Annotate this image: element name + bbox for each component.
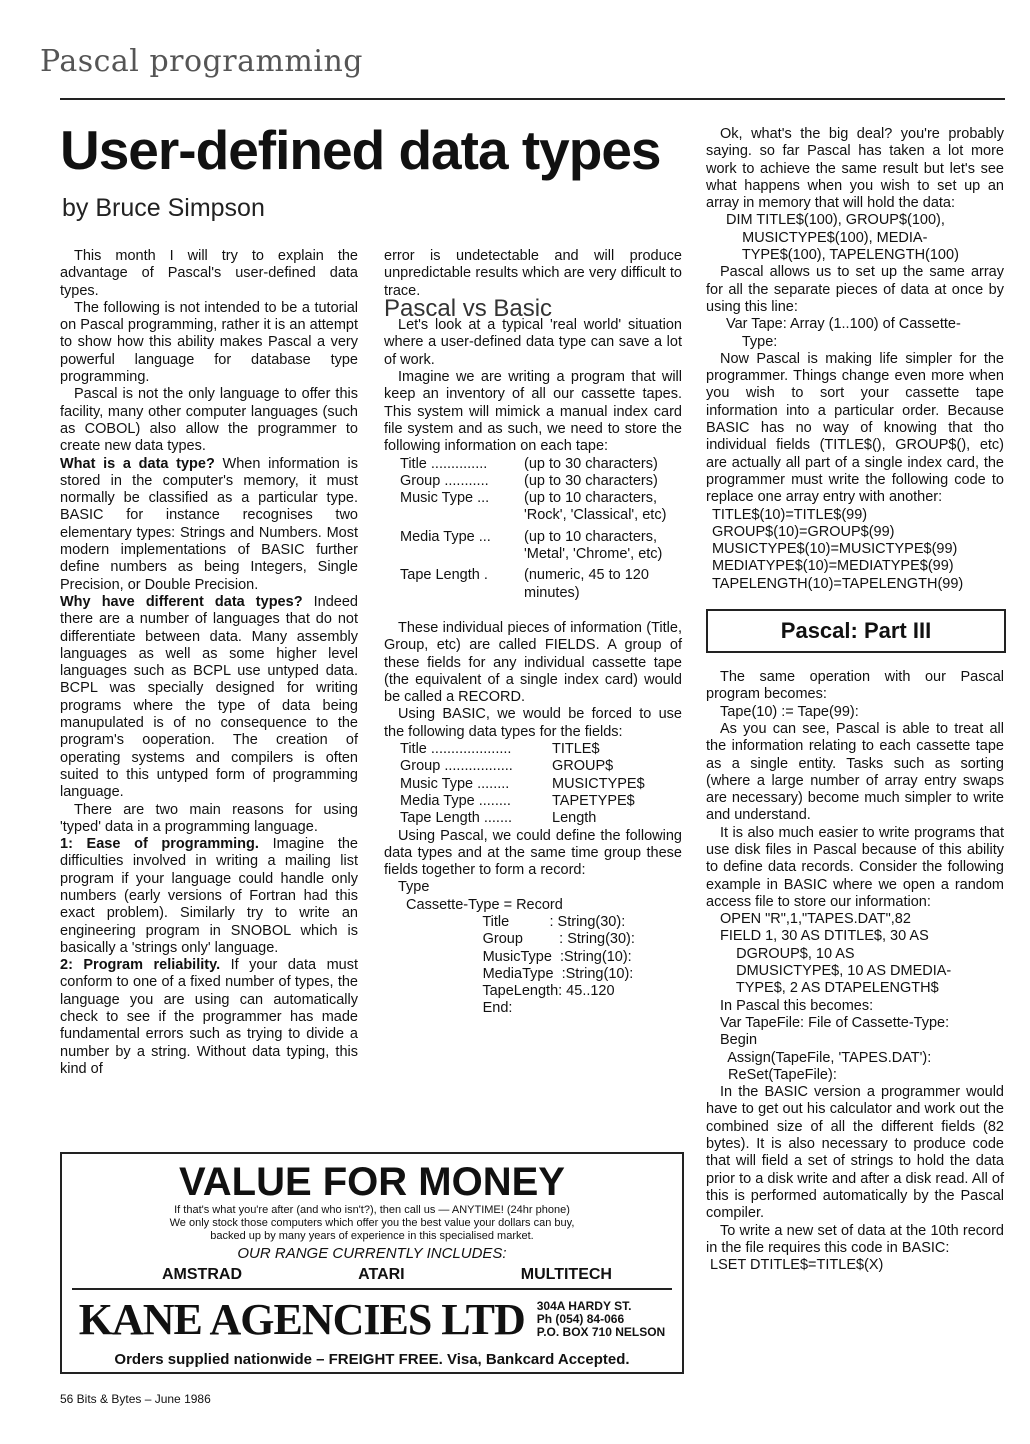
field-desc: (up to 10 characters, 'Rock', 'Classical', etc) xyxy=(524,490,667,524)
field-desc: (up to 30 characters) xyxy=(524,455,658,472)
code-block: OPEN "R",1,"TAPES.DAT",82 FIELD 1, 30 AS DTITLE$, 30 AS DGROUP$, 10 AS DMUSICTYPE$, 10 AS DMEDIA- TYPE$, 2 AS DTAPELENGTH$ In Pascal this becomes: Var TapeFile: File of Cassette-Type: Begin Assign(TapeFile, 'TAPES.DAT'): ReSet(TapeFile): xyxy=(720,911,952,1083)
ad-divider xyxy=(72,1288,672,1290)
ad-brand-list xyxy=(62,1266,682,1284)
field-name: Tape Length ....... xyxy=(400,810,513,827)
paragraph: Imagine we are writing a program that will keep an inventory of all our cassette tapes. This system will mimick a manual index card file system and as such, we need to store the following information on each tape: xyxy=(384,369,682,455)
field-desc: (numeric, 45 to 120 minutes) xyxy=(524,567,649,601)
field-type: Length xyxy=(552,810,597,827)
ad-address xyxy=(537,1300,666,1339)
ad-footer: Orders supplied nationwide – FREIGHT FREE. Visa, Bankcard Accepted. xyxy=(114,1351,630,1368)
paragraph-text: Indeed there are a number of languages that do not differentiate between data. Many assembly languages as well as some higher level languages such as BCPL use untyped data. BCPL was specially designed for writing programs where the type of data being manupulated is of no consequence to the program's ooperation. The creation of operating systems and compilers is often suited to this untyped form of programming language. xyxy=(60,593,358,801)
code-block: Var Tape: Array (1..100) of Cassette- Type: xyxy=(726,316,961,350)
field-name: Tape Length . xyxy=(400,567,488,584)
field-name: Group ................. xyxy=(400,758,513,775)
field-name: Music Type ... xyxy=(400,490,490,507)
paragraph: Using Pascal, we could define the following data types and at the same time group these fields together to form a record: xyxy=(384,827,682,879)
paragraph: Pascal allows us to set up the same array for all the separate pieces of data at once by using this line: xyxy=(706,264,1004,315)
field-list xyxy=(400,456,682,602)
paragraph: It is also much easier to write programs that use disk files in Pascal because of this ability to define data records. Consider the following example in BASIC where we open a random access file to store our information: xyxy=(706,824,1004,910)
page-footer: 56 Bits & Bytes – June 1986 xyxy=(60,1392,211,1406)
field-type: TITLE$ xyxy=(552,741,600,758)
field-name: Media Type ........ xyxy=(400,792,511,809)
field-desc: (up to 10 characters, 'Metal', 'Chrome', etc) xyxy=(524,528,663,563)
field-name: Music Type ........ xyxy=(400,775,510,792)
code-block: Type Cassette-Type = Record Title : String(30): Group : String(30): MusicType :String(10): MediaType :String(10): TapeLength: 45..120 End: xyxy=(398,879,635,1017)
field-name: Title .................... xyxy=(400,741,512,758)
paragraph-text: When information is stored in the computer's memory, it must normally be classified as a particular type. BASIC for instance recognises two elementary types: Strings and Numbers. Most modern implementations of BASIC further define numbers as being Integers, Single Precision, or Double Precision. xyxy=(60,455,358,593)
run-in-head: 1: Ease of programming. xyxy=(60,836,259,853)
run-in-head: 2: Program reliability. xyxy=(60,957,221,974)
advertisement xyxy=(60,1152,684,1374)
code-block: TITLE$(10)=TITLE$(99) GROUP$(10)=GROUP$(99) MUSICTYPE$(10)=MUSICTYPE$(99) MEDIATYPE$(10)=MEDIATYPE$(99) TAPELENGTH(10)=TAPELENGTH(99) xyxy=(712,506,964,592)
article-title: User-defined data types xyxy=(60,119,661,181)
code-block: DIM TITLE$(100), GROUP$(100), MUSICTYPE$(100), MEDIA- TYPE$(100), TAPELENGTH(100) xyxy=(726,212,959,264)
subheading: Pascal vs Basic xyxy=(384,294,553,322)
column-3 xyxy=(706,126,1004,1274)
paragraph: There are two main reasons for using 'typed' data in a programming language. xyxy=(60,801,358,835)
ad-title: VALUE FOR MONEY xyxy=(179,1160,565,1204)
ad-address-line: Ph (054) 84-066 xyxy=(536,1312,625,1326)
ad-text: backed up by many years of experience in this specialised market. xyxy=(210,1230,534,1242)
paragraph: In the BASIC version a programmer would have to get out his calculator and work out the combined size of all the different fields (82 bytes). It is also necessary to produce code that will field a set of strings to hold the data prior to a disk write and after a disk read. All of this is performed automatically by the Pascal compiler. xyxy=(706,1084,1004,1222)
paragraph: This month I will try to explain the advantage of Pascal's user-defined data types. xyxy=(60,248,358,299)
paragraph: The following is not intended to be a tutorial on Pascal programming, rather it is an attempt to show how this ability makes Pascal a very powerful language for database type programming. xyxy=(60,299,358,386)
byline: by Bruce Simpson xyxy=(62,194,265,222)
boxed-subheading: Pascal: Part III xyxy=(706,609,1006,653)
code-block: Tape(10) := Tape(99): xyxy=(720,703,859,720)
paragraph: Using BASIC, we would be forced to use the following data types for the fields: xyxy=(384,706,682,740)
ad-address-line: 304A HARDY ST. xyxy=(536,1299,632,1313)
code-block: LSET DTITLE$=TITLE$(X) xyxy=(710,1257,884,1274)
field-type: TAPETYPE$ xyxy=(552,792,635,809)
section-header: Pascal programming xyxy=(40,44,363,79)
paragraph: Ok, what's the big deal? you're probably saying. so far Pascal has taken a lot more work to achieve the same result but let's see what happens when you wish to set up an array in memory that will hold the data: xyxy=(706,126,1004,212)
paragraph: As you can see, Pascal is able to treat all the information relating to each cassette tape as a single entity. Tasks such as sorting (where a large number of array entry swaps are necessary) become much simpler to write and understand. xyxy=(706,720,1004,824)
paragraph: Now Pascal is making life simpler for the programmer. Things change even more when you wish to sort your cassette tape information into a particular order. Because BASIC has no way of knowing that tho individual fields (TITLE$(), GROUP$(), etc) are actually all part of a single index card, the programmer must write the following code to replace one array entry with another: xyxy=(706,350,1004,506)
paragraph xyxy=(60,456,358,594)
basic-type-list xyxy=(400,741,682,827)
field-desc: (up to 30 characters) xyxy=(524,472,658,489)
ad-brand: AMSTRAD xyxy=(162,1266,242,1283)
column-2 xyxy=(384,248,682,1018)
paragraph: To write a new set of data at the 10th record in the file requires this code in BASIC: xyxy=(706,1222,1004,1256)
field-type: MUSICTYPE$ xyxy=(552,775,645,792)
paragraph: These individual pieces of information (Title, Group, etc) are called FIELDS. A group of these fields for any individual cassette tape (the equivalent of a single index card) would be called a RECORD. xyxy=(384,619,682,706)
ad-range-heading: OUR RANGE CURRENTLY INCLUDES: xyxy=(237,1245,507,1262)
paragraph-text: Imagine the difficulties involved in writing a mailing list program if your language could handle only numbers (early versions of Fortran had this exact problem). Similarly try to write an engineering program in SNOBOL which is basically a 'strings only' language. xyxy=(60,836,358,956)
field-type: GROUP$ xyxy=(552,758,614,775)
paragraph: Pascal is not the only language to offer this facility, many other computer languages (such as COBOL) also allow the programmer to create new data types. xyxy=(60,386,358,455)
run-in-head: Why have different data types? xyxy=(60,593,303,610)
ad-brand: ATARI xyxy=(358,1266,405,1283)
paragraph xyxy=(60,594,358,802)
ad-company-block xyxy=(62,1294,682,1345)
paragraph xyxy=(60,836,358,957)
paragraph-text: If your data must conform to one of a fixed number of types, the language you are using can automatically check to see if the programmer has made fundamental errors such as trying to divide a number by a string. Without data typing, this kind of xyxy=(60,957,358,1077)
paragraph: error is undetectable and will produce unpredictable results which are very difficult to trace. xyxy=(384,248,682,299)
column-1 xyxy=(60,248,358,1078)
ad-text: We only stock those computers which offer you the best value your dollars can buy, xyxy=(169,1217,575,1229)
ad-company-name: KANE AGENCIES LTD xyxy=(78,1295,525,1344)
run-in-head: What is a data type? xyxy=(60,455,215,472)
paragraph xyxy=(60,957,358,1078)
field-name: Media Type ... xyxy=(400,528,491,545)
header-rule xyxy=(60,98,1005,100)
ad-text: If that's what you're after (and who isn't?), then call us — ANYTIME! (24hr phone) xyxy=(174,1204,570,1216)
paragraph: Let's look at a typical 'real world' situation where a user-defined data type can save a lot of work. xyxy=(384,317,682,368)
field-name: Group ........... xyxy=(400,472,489,489)
ad-address-line: P.O. BOX 710 NELSON xyxy=(536,1325,666,1339)
field-name: Title .............. xyxy=(400,455,488,472)
paragraph: The same operation with our Pascal program becomes: xyxy=(706,669,1004,703)
ad-brand: MULTITECH xyxy=(520,1266,612,1283)
